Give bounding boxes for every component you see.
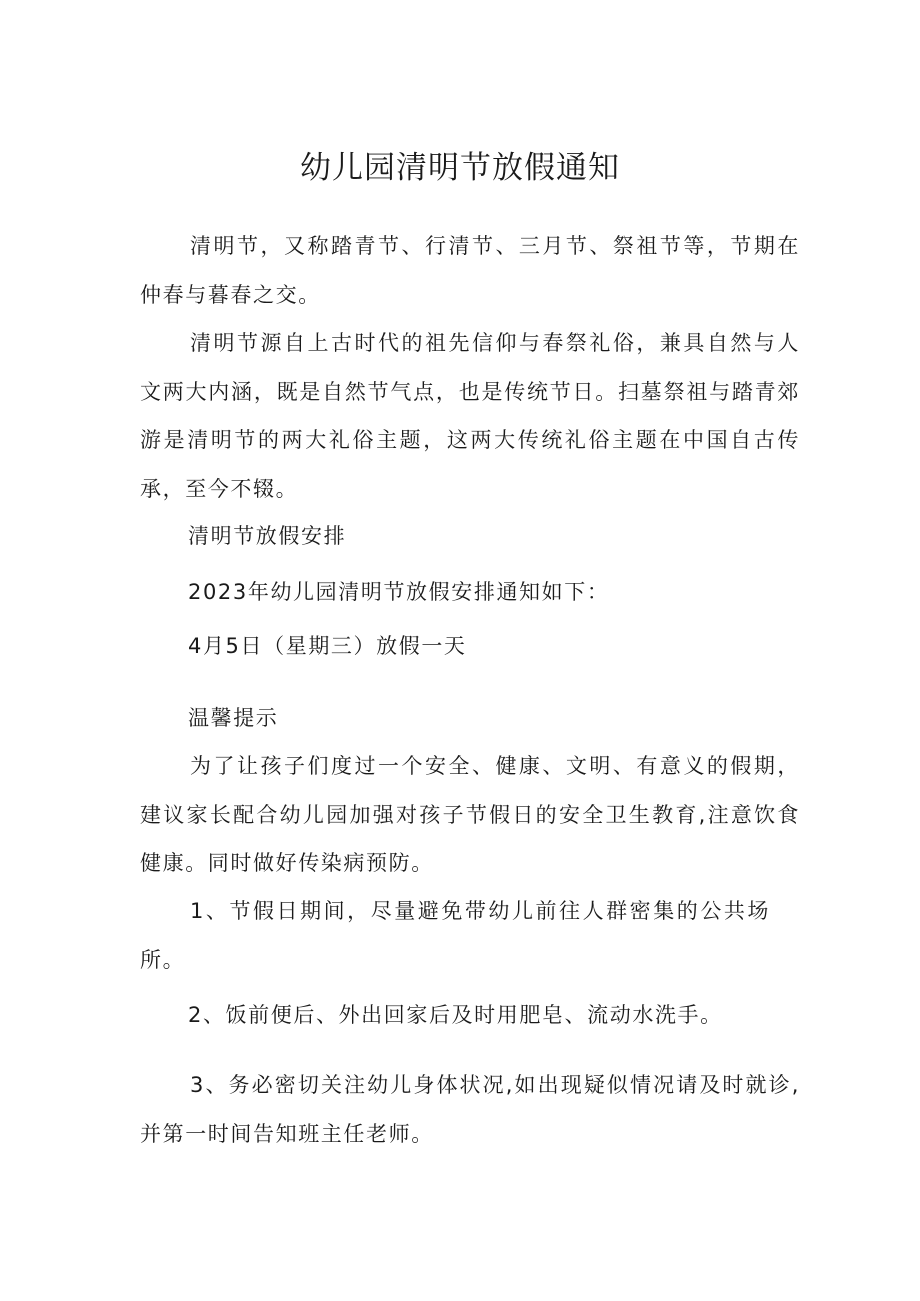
tip-item-2: 2、饭前便后、外出回家后及时用肥皂、流动水洗手。 [188, 1003, 723, 1027]
intro-paragraph-2: 清明节源自上古时代的祖先信仰与春祭礼俗，兼具自然与人文两大内涵，既是自然节气点，也是传统节日。扫墓祭祖与踏青郊游是清明节的两大礼俗主题，这两大传统礼俗主题在中国自古传承，至今不辍。 [140, 331, 800, 501]
page-title: 幼儿园清明节放假通知 [300, 150, 620, 186]
intro-paragraph-1: 清明节，又称踏青节、行清节、三月节、祭祖节等，节期在仲春与暮春之交。 [140, 234, 800, 307]
schedule-heading: 清明节放假安排 [188, 524, 347, 548]
schedule-intro: 2023年幼儿园清明节放假安排通知如下： [188, 580, 610, 604]
schedule-date: 4月5日（星期三）放假一天 [188, 634, 467, 658]
tip-item-3: 3、务必密切关注幼儿身体状况,如出现疑似情况请及时就诊,并第一时间告知班主任老师。 [140, 1073, 800, 1146]
tip-item-1: 1、节假日期间，尽量避免带幼儿前往人群密集的公共场所。 [140, 899, 770, 972]
tips-intro-paragraph: 为了让孩子们度过一个安全、健康、文明、有意义的假期，建议家长配合幼儿园加强对孩子节假日的安全卫生教育,注意饮食健康。同时做好传染病预防。 [140, 754, 800, 875]
tips-heading: 温馨提示 [188, 706, 279, 730]
